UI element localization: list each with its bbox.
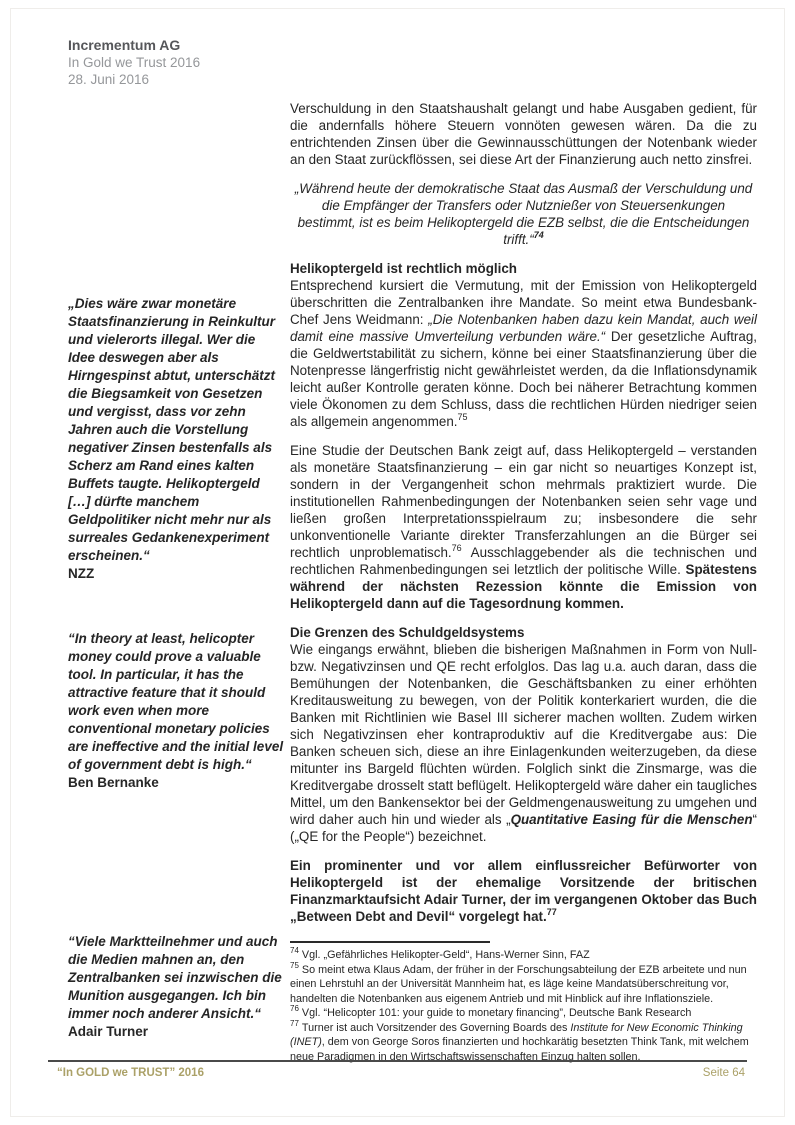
text-segment: Turner ist auch Vorsitzender des Governing Boards des <box>301 1021 571 1034</box>
text-segment: Spätestens während der nächsten Rezession könnte die Emission von Helikoptergeld dann auf die Tagesordnung kommen. <box>290 562 757 611</box>
footnote <box>290 1018 757 1065</box>
main-column <box>290 100 757 1064</box>
paragraph <box>290 277 757 430</box>
footnote <box>290 948 757 963</box>
footnote-number: 74 <box>290 946 299 955</box>
footnote-marker: 75 <box>457 412 468 422</box>
text-segment: Ein prominenter und vor allem einflussreicher Befürworter von Helikoptergeld ist der ehemalige Vorsitzende der britischen Finanzmarktaufsicht Adair Turner, der im vergangenen Oktober das Buch „Between Debt and Devil“ vorgelegt hat. <box>290 858 757 924</box>
text-segment: Entsprechend kursiert die Vermutung, mit der Emission von Helikoptergeld überschritten die Zentralbanken ihre Mandate. So meint etwa Bundesbank-Chef Jens Weidmann: <box>290 278 757 327</box>
margin-quote <box>68 630 285 792</box>
company-name: Incrementum AG <box>68 37 181 53</box>
footer-report-title: “In GOLD we TRUST” 2016 <box>57 1067 204 1079</box>
footer-rule <box>48 1060 747 1062</box>
text-segment: Eine Studie der Deutschen Bank zeigt auf, dass Helikoptergeld – verstanden als monetäre Staatsfinanzierung – ein gar nicht so neuartiges Konzept ist, sondern in der Vergangenheit schon mehrmals praktiziert wurde. Die institutionellen Rahmenbedingungen der Notenbanken seien sehr vage und ließen großen Interpretationsspielraum zu; insbesondere die sehr unkonventionelle Variante direkter Transferzahlungen an die Bürger sei rechtlich unproblematisch. <box>290 443 757 560</box>
footnote-number: 76 <box>290 1004 299 1013</box>
footer-page-number: Seite 64 <box>702 1067 745 1079</box>
quote-attribution: Ben Bernanke <box>68 775 159 790</box>
text-segment: Ausschlaggebender als die technischen und rechtlichen Rahmenbedingungen sei letztlich der politische Wille. <box>290 545 757 577</box>
footnote-marker: 77 <box>546 907 557 917</box>
text-segment: “ („QE for the People“) bezeichnet. <box>290 812 757 844</box>
footnotes <box>290 948 757 1064</box>
footnote-separator <box>290 941 490 943</box>
quote-attribution: NZZ <box>68 566 95 581</box>
text-segment: Verschuldung in den Staatshaushalt gelangt und habe Ausgaben gedient, für die andernfalls höhere Steuern vonnöten gewesen wären. Da die zu entrichtenden Zinsen über die Gewinnausschüttungen der Notenbank wieder an den Staat zurückflössen, sei diese Art der Finanzierung auch netto zinsfrei. <box>290 101 757 167</box>
text-segment: , dem von George Soros finanzierten und hochkarätig besetzten Think Tank, mit welchem neue Paradigmen in den Wirtschaftswissenschaften Einzug halten sollen. <box>290 1036 749 1063</box>
section-heading: Die Grenzen des Schuldgeldsystems <box>290 625 525 640</box>
text-segment: „Die Notenbanken haben dazu kein Mandat, auch weil damit eine massive Umverteilung verbunden wäre.“ <box>290 312 757 344</box>
text-segment: So meint etwa Klaus Adam, der früher in der Forschungsabteilung der EZB arbeitete und nun einen Lehrstuhl an der Universität Mannheim hat, es läge keine Mandatsüberschreitung vor, handelten die Notenbanken aus eigenem Antrieb und mit Hinblick auf ihre Inflationsziele. <box>290 963 747 1005</box>
paragraph <box>290 100 757 168</box>
paragraph <box>290 857 757 925</box>
paragraph <box>290 641 757 845</box>
text-segment: „Während heute der demokratische Staat das Ausmaß der Verschuldung und die Empfänger der Transfers oder Nutznießer von Steuersenkungen bestimmt, ist es beim Helikoptergeld die EZB selbst, die die Entscheidungen trifft.“ <box>294 181 753 247</box>
text-segment: Institute for New Economic Thinking (INET) <box>290 1021 743 1048</box>
quote-text: “In theory at least, helicopter money could prove a valuable tool. In particular, it has the attractive feature that it should work even when more conventional monetary policies are ineffective and the initial level of government debt is high.“ <box>68 631 284 772</box>
text-segment: Vgl. “Helicopter 101: your guide to monetary financing”, Deutsche Bank Research <box>301 1007 692 1019</box>
document-header <box>68 36 200 88</box>
text-segment: Quantitative Easing für die Menschen <box>510 812 753 827</box>
quote-text: „Dies wäre zwar monetäre Staatsfinanzierung in Reinkultur und vielerorts illegal. Wer die Idee deswegen aber als Hirngespinst abtut, unterschätzt die Biegsamkeit von Gesetzen und vergisst, dass vor zehn Jahren auch die Vorstellung negativer Zinsen bestenfalls als Scherz am Rand eines kalten Buffets taugte. Helikoptergeld […] dürfte manchem Geldpolitiker nicht mehr nur als surreales Gedankenexperiment erscheinen.“ <box>68 296 276 563</box>
report-date: 28. Juni 2016 <box>68 72 150 87</box>
quote-text: “Viele Marktteilnehmer und auch die Medien mahnen an, den Zentralbanken sei inzwischen die Munition ausgegangen. Ich bin immer noch anderer Ansicht.“ <box>68 934 282 1021</box>
margin-quote <box>68 933 285 1041</box>
footnote-marker: 76 <box>451 543 462 553</box>
text-segment: Vgl. „Gefährliches Helikopter-Geld“, Hans-Werner Sinn, FAZ <box>301 949 590 961</box>
footnote <box>290 1006 757 1021</box>
footnote <box>290 960 757 1007</box>
footnote-number: 75 <box>290 960 299 970</box>
text-segment: Der gesetzliche Auftrag, die Geldwertstabilität zu sichern, könne bei einer Staatsfinanzierung über die Notenpresse längerfristig nicht gewährleistet werden, da die Inflationsdynamik leicht außer Kontrolle geraten könne. Doch bei näherer Betrachtung kommen viele Ökonomen zu dem Schluss, dass die rechtlichen Hürden niedriger seien als allgemein angenommen. <box>290 329 757 429</box>
footnote-marker: 74 <box>533 230 544 240</box>
report-title: In Gold we Trust 2016 <box>68 55 201 70</box>
text-segment: Wie eingangs erwähnt, blieben die bisherigen Maßnahmen in Form von Null- bzw. Negativzinsen und QE recht erfolglos. Das lag u.a. auch daran, dass die Bemühungen der Notenbanken, die Geschäftsbanken zu einer erhöhten Kreditausweitung zu bewegen, von der Politik konterkariert wurden, die die Banken mit Richtlinien wie Basel III sicherer machen wollten. Zudem wirken sich Negativzinsen eher kontraproduktiv auf die Kreditvergabe aus: Die Banken scheuen sich, diese an ihre Einlagenkunden weiterzugeben, da diese mitunter ins Bargeld flüchten würden. Folglich sinkt die Zinsmarge, was die Kreditvergabe drosselt statt beflügelt. Helikoptergeld wäre daher ein taugliches Mittel, um den Bankensektor bei der Geldmengenausweitung zu umgehen und wird daher auch hin und wieder als „ <box>290 642 757 827</box>
margin-quote <box>68 295 285 583</box>
quote-attribution: Adair Turner <box>68 1024 149 1039</box>
section-heading: Helikoptergeld ist rechtlich möglich <box>290 261 517 276</box>
paragraph <box>290 442 757 612</box>
footnote-number: 77 <box>290 1018 299 1028</box>
pull-quote <box>294 180 753 248</box>
